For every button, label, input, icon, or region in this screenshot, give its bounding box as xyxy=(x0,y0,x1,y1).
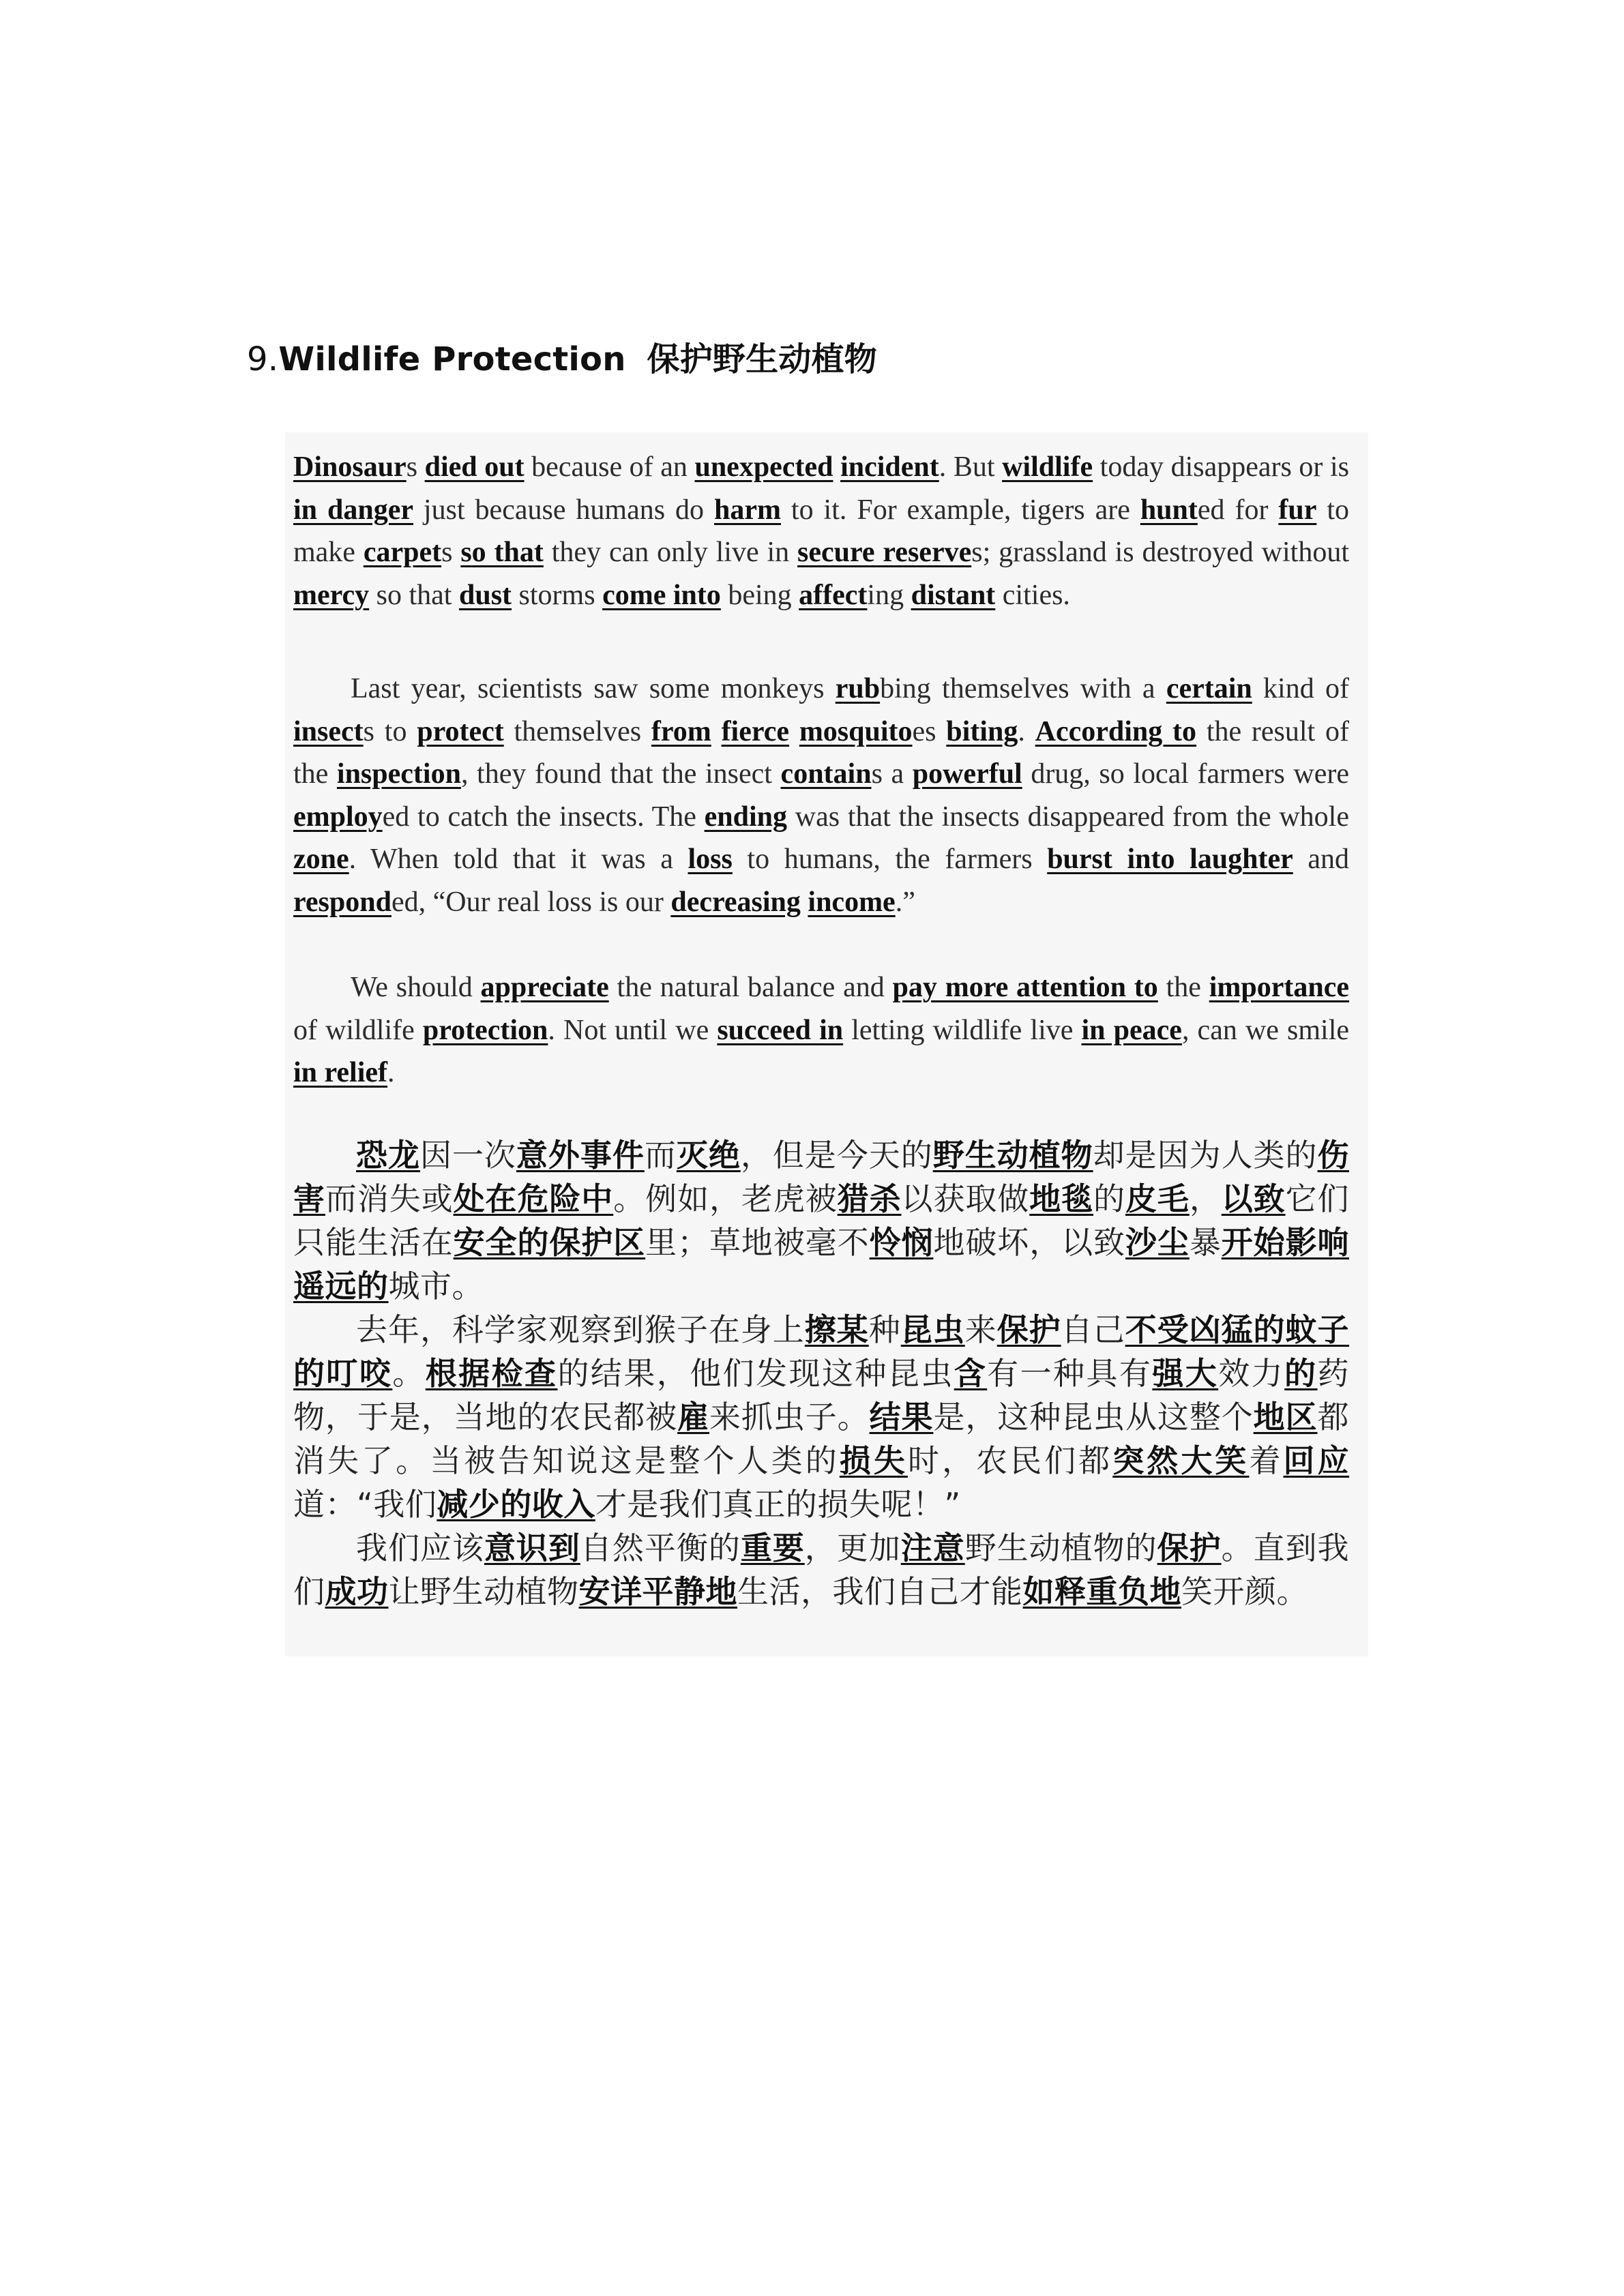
keyword: 成功 xyxy=(325,1573,389,1610)
text-run: cities. xyxy=(995,579,1070,611)
keyword: employ xyxy=(293,801,383,833)
keyword: 结果 xyxy=(869,1399,934,1435)
text-run: 暴 xyxy=(1189,1224,1222,1261)
text-run: 着 xyxy=(1249,1442,1284,1479)
keyword: pay more attention to xyxy=(892,972,1158,1003)
keyword: biting xyxy=(946,715,1018,747)
text-run: 种 xyxy=(868,1311,901,1348)
english-paragraph-3 xyxy=(293,966,1349,1094)
keyword: loss xyxy=(688,844,733,875)
keyword: 安详平静地 xyxy=(578,1573,737,1610)
text-run: 。 xyxy=(392,1355,426,1392)
text-run: ing xyxy=(867,579,911,611)
text-run: ，但是今天的 xyxy=(740,1137,933,1174)
keyword: carpet xyxy=(363,537,442,568)
keyword: harm xyxy=(713,494,781,526)
keyword: importance xyxy=(1209,972,1350,1003)
text-run: 都消失了。当被告知说这是整个人类的 xyxy=(293,1399,1349,1479)
keyword: 意外事件 xyxy=(516,1137,645,1174)
text-run: 来 xyxy=(964,1311,997,1348)
text-run: 自己 xyxy=(1061,1311,1125,1348)
text-run: 药物，于是，当地的农民都被 xyxy=(293,1355,1350,1435)
text-run: 才是我们真正的损失呢！” xyxy=(595,1486,961,1523)
section-title-chinese: 保护野生动植物 xyxy=(647,340,877,378)
chinese-paragraph-2 xyxy=(293,1308,1349,1526)
text-run: of wildlife xyxy=(293,1014,423,1046)
text-run: , they found that the insect xyxy=(460,758,781,790)
keyword: 猎杀 xyxy=(837,1180,902,1217)
keyword: incident xyxy=(840,451,939,483)
keyword: 野生动植物 xyxy=(932,1137,1093,1174)
keyword: 如释重负地 xyxy=(1022,1573,1181,1610)
text-run: ， xyxy=(1189,1180,1222,1217)
chinese-paragraph-1 xyxy=(293,1133,1349,1308)
text-run: letting wildlife live xyxy=(843,1014,1082,1046)
keyword: protection xyxy=(422,1014,548,1046)
text-run: s; grassland is destroyed without xyxy=(971,537,1349,568)
keyword: distant xyxy=(911,579,996,611)
text-run: 去年，科学家观察到猴子在身上 xyxy=(356,1311,805,1348)
keyword: 根据检查 xyxy=(425,1355,558,1392)
text-run: es xyxy=(912,715,947,747)
keyword: in relief xyxy=(293,1057,388,1088)
text-run: 自然平衡的 xyxy=(580,1530,741,1566)
text-run: s xyxy=(441,537,461,568)
text-run: to humans, the farmers xyxy=(732,844,1048,875)
keyword: certain xyxy=(1166,673,1252,704)
text-run: the xyxy=(1157,972,1209,1003)
keyword: 擦某 xyxy=(804,1311,869,1348)
keyword: According to xyxy=(1035,715,1197,747)
keyword: hunt xyxy=(1140,494,1198,526)
text-run: 来抓虫子。 xyxy=(709,1399,870,1435)
text-run: 却是因为人类的 xyxy=(1093,1137,1318,1174)
text-run: 生活，我们自己才能 xyxy=(737,1573,1023,1610)
keyword: 保护 xyxy=(1157,1530,1222,1566)
text-run: 我们应该 xyxy=(356,1530,484,1566)
keyword: 损失 xyxy=(839,1442,908,1479)
keyword: 沙尘 xyxy=(1125,1224,1190,1261)
keyword: from xyxy=(651,715,711,747)
keyword: income xyxy=(808,886,896,918)
keyword: 强大 xyxy=(1152,1355,1219,1392)
keyword: 地区 xyxy=(1253,1399,1318,1435)
text-run: ，更加 xyxy=(804,1530,901,1566)
keyword: 处在危险中 xyxy=(453,1180,614,1217)
text-run: 它们只能生活在 xyxy=(293,1180,1349,1261)
keyword: mosquito xyxy=(799,715,913,747)
text-run: just because humans do xyxy=(413,494,714,526)
keyword: appreciate xyxy=(480,972,609,1003)
text-run: . xyxy=(387,1057,395,1088)
text-run: 城市。 xyxy=(388,1268,484,1304)
text-run: was that the insects disappeared from the whole xyxy=(787,801,1349,833)
text-run xyxy=(833,451,840,483)
text-run: themselves xyxy=(503,715,651,747)
keyword: 地毯 xyxy=(1029,1180,1094,1217)
keyword: succeed in xyxy=(717,1014,844,1046)
text-run: today disappears or is xyxy=(1093,451,1349,483)
text-run: .” xyxy=(895,886,915,918)
keyword: 昆虫 xyxy=(900,1311,965,1348)
keyword: inspection xyxy=(336,758,461,790)
text-run: being xyxy=(720,579,799,611)
keyword: protect xyxy=(417,715,504,747)
text-run: 而消失或 xyxy=(325,1180,454,1217)
text-run: 有一种具有 xyxy=(987,1355,1153,1392)
keyword: 不受凶猛的蚊子的叮咬 xyxy=(293,1311,1350,1392)
text-run: 时，农民们都 xyxy=(907,1442,1113,1479)
keyword: 灭绝 xyxy=(676,1137,741,1174)
text-run: ed for xyxy=(1197,494,1279,526)
text-run: , can we smile xyxy=(1181,1014,1350,1046)
text-run: 。直到我们 xyxy=(293,1530,1350,1610)
text-run: and xyxy=(1293,844,1350,875)
keyword: 以致 xyxy=(1221,1180,1286,1217)
keyword: fur xyxy=(1278,494,1317,526)
text-run: bing themselves with a xyxy=(880,673,1166,704)
text-run: so that xyxy=(369,579,459,611)
english-paragraph-1 xyxy=(293,446,1349,616)
chinese-paragraph-3 xyxy=(293,1526,1349,1613)
text-run: 地破坏，以致 xyxy=(933,1224,1125,1261)
text-run: 道：“我们 xyxy=(293,1486,437,1523)
keyword: 注意 xyxy=(900,1530,965,1566)
text-run: 里；草地被毫不 xyxy=(645,1224,870,1261)
keyword: in peace xyxy=(1081,1014,1182,1046)
text-run xyxy=(711,716,722,747)
text-run: 以获取做 xyxy=(901,1180,1030,1217)
text-run: to it. For example, tigers are xyxy=(780,494,1140,526)
text-run: to make xyxy=(293,494,1350,568)
text-run: . xyxy=(1018,715,1035,747)
keyword: unexpected xyxy=(694,451,833,483)
text-run: . When told that it was a xyxy=(349,844,688,875)
keyword: 雇 xyxy=(677,1399,709,1435)
text-run: 。例如，老虎被 xyxy=(613,1180,838,1217)
text-run: . Not until we xyxy=(548,1014,718,1046)
text-run: 让野生动植物 xyxy=(388,1573,579,1610)
keyword: 伤害 xyxy=(293,1137,1350,1217)
text-run: storms xyxy=(512,579,603,611)
keyword: dust xyxy=(458,579,512,611)
text-run: 的结果，他们发现这种昆虫 xyxy=(557,1355,954,1392)
text-run: Last year, scientists saw some monkeys xyxy=(351,673,836,704)
keyword: 保护 xyxy=(996,1311,1061,1348)
keyword: 重要 xyxy=(740,1530,805,1566)
keyword: rub xyxy=(835,673,881,704)
keyword: 突然大笑 xyxy=(1112,1442,1250,1479)
section-title-english: Wildlife Protection xyxy=(278,340,626,378)
text-run: 而 xyxy=(644,1137,677,1174)
text-run: the result of the xyxy=(293,715,1349,790)
keyword: powerful xyxy=(912,758,1022,790)
text-run: because of an xyxy=(524,451,695,483)
keyword: 怜悯 xyxy=(869,1224,934,1261)
text-run: 笑开颜。 xyxy=(1181,1573,1308,1610)
keyword: insect xyxy=(293,715,364,747)
keyword: respond xyxy=(293,886,392,918)
keyword: in danger xyxy=(293,494,413,526)
text-run: 的 xyxy=(1093,1180,1125,1217)
text-run: 是，这种昆虫从这整个 xyxy=(933,1399,1254,1435)
text-run: kind of xyxy=(1252,673,1349,704)
keyword: 安全的保护区 xyxy=(453,1224,646,1261)
keyword: zone xyxy=(293,844,349,875)
text-run: 野生动植物的 xyxy=(964,1530,1157,1566)
text-run: 效力 xyxy=(1218,1355,1285,1392)
keyword: 皮毛 xyxy=(1125,1180,1190,1217)
text-run: ed, “Our real loss is our xyxy=(391,886,671,918)
text-run xyxy=(801,886,808,918)
keyword: fierce xyxy=(721,715,790,747)
english-paragraph-2 xyxy=(293,668,1349,923)
text-run: ed to catch the insects. The xyxy=(382,801,705,833)
keyword: Dinosaur xyxy=(293,451,407,483)
text-run: We should xyxy=(351,972,481,1003)
keyword: 恐龙 xyxy=(356,1137,420,1174)
text-run: . But xyxy=(939,451,1003,483)
keyword: 的 xyxy=(1284,1355,1318,1392)
text-run: they can only live in xyxy=(543,537,798,568)
keyword: affect xyxy=(799,579,868,611)
keyword: 开始影响遥远的 xyxy=(293,1224,1349,1304)
text-run: the natural balance and xyxy=(608,972,893,1003)
text-run: s to xyxy=(363,715,417,747)
section-heading xyxy=(247,333,877,380)
keyword: 减少的收入 xyxy=(437,1486,595,1523)
keyword: wildlife xyxy=(1002,451,1093,483)
text-run xyxy=(789,716,799,747)
keyword: so that xyxy=(460,537,544,568)
text-run: drug, so local farmers were xyxy=(1022,758,1349,790)
keyword: 意识到 xyxy=(484,1530,580,1566)
keyword: mercy xyxy=(293,579,370,611)
keyword: contain xyxy=(780,758,872,790)
keyword: decreasing xyxy=(670,886,801,918)
text-run: s xyxy=(406,451,425,483)
keyword: ending xyxy=(704,801,788,833)
keyword: died out xyxy=(424,451,525,483)
section-number: 9. xyxy=(247,340,279,378)
keyword: burst into laughter xyxy=(1047,844,1293,875)
text-run: s a xyxy=(871,758,913,790)
keyword: secure reserve xyxy=(797,537,972,568)
keyword: 含 xyxy=(954,1355,988,1392)
keyword: 回应 xyxy=(1283,1442,1350,1479)
keyword: come into xyxy=(602,579,721,611)
text-run: 因一次 xyxy=(419,1137,516,1174)
